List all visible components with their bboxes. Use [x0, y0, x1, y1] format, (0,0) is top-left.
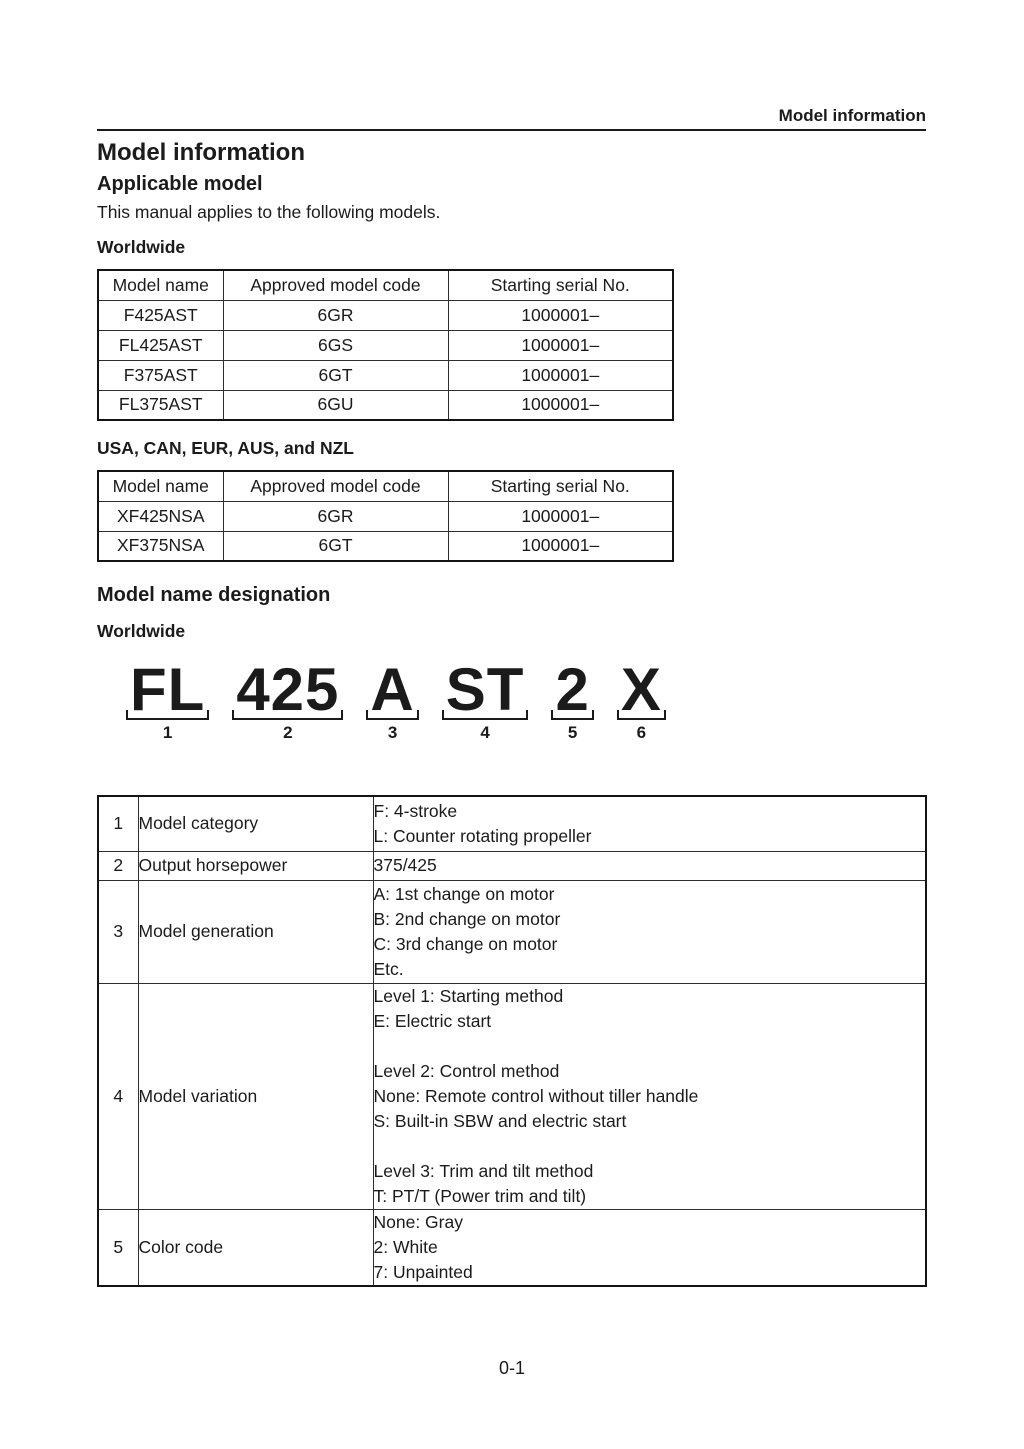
table-row: [98, 501, 673, 531]
designation-bracket: [551, 710, 593, 720]
cell-serial-no: 1000001–: [448, 501, 673, 531]
cell-model-name: FL425AST: [98, 330, 223, 360]
designation-number: 6: [636, 723, 647, 742]
cell-model-code: 6GT: [223, 360, 448, 390]
cell-model-name: F425AST: [98, 300, 223, 330]
legend-number-cell: 4: [98, 983, 138, 1209]
table-row: [98, 390, 673, 420]
designation-number: 2: [283, 723, 293, 742]
legend-value-cell: [373, 796, 926, 851]
legend-number-cell: 3: [98, 880, 138, 983]
value-line: B: 2nd change on motor: [373, 908, 561, 929]
cell-serial-no: 1000001–: [448, 360, 673, 390]
designation-text: 2: [555, 656, 590, 723]
designation-group: [124, 656, 211, 743]
legend-label-cell: Model category: [138, 796, 373, 851]
legend-value-cell: [373, 983, 926, 1209]
value-line: Etc.: [373, 958, 404, 979]
designation-text: FL: [130, 656, 206, 723]
legend-row: [98, 983, 926, 1209]
designation-worldwide-label: Worldwide: [97, 621, 186, 641]
legend-row: [98, 796, 926, 851]
cell-serial-no: 1000001–: [448, 390, 673, 420]
designation-text: ST: [445, 656, 525, 723]
designation-group: [230, 656, 345, 743]
running-header: Model information: [778, 106, 926, 125]
cell-serial-no: 1000001–: [448, 330, 673, 360]
table-row: [98, 300, 673, 330]
cell-model-code: 6GS: [223, 330, 448, 360]
legend-value-cell: [373, 880, 926, 983]
designation-number: 1: [162, 723, 173, 742]
designation-bracket: [617, 710, 666, 720]
intro-text: This manual applies to the following models.: [97, 202, 441, 222]
cell-model-name: FL375AST: [98, 390, 223, 420]
designation-number: 5: [567, 723, 578, 742]
legend-number-cell: 5: [98, 1209, 138, 1286]
value-line: C: 3rd change on motor: [373, 933, 558, 954]
page-number: 0-1: [498, 1358, 525, 1378]
header-serial-no: Starting serial No.: [448, 270, 673, 300]
legend-number-cell: 1: [98, 796, 138, 851]
header-serial-no: Starting serial No.: [448, 471, 673, 501]
regional-label: USA, CAN, EUR, AUS, and NZL: [97, 438, 354, 458]
cell-model-code: 6GT: [223, 531, 448, 561]
section-heading-model-name-designation: Model name designation: [97, 584, 331, 606]
cell-serial-no: 1000001–: [448, 531, 673, 561]
worldwide-label: Worldwide: [97, 237, 186, 257]
page-title: Model information: [97, 139, 305, 166]
model-name-designation: [124, 656, 668, 743]
designation-bracket: [366, 710, 418, 720]
value-line: None: Gray: [373, 1211, 463, 1232]
designation-number: 4: [480, 723, 490, 742]
worldwide-models-table: [97, 269, 674, 421]
legend-label-cell: Output horsepower: [138, 851, 373, 880]
designation-text: A: [370, 656, 415, 723]
section-heading-applicable-model: Applicable model: [97, 173, 263, 195]
legend-row: [98, 851, 926, 880]
legend-number-cell: 2: [98, 851, 138, 880]
designation-legend-table: [97, 795, 927, 1287]
table-row: [98, 330, 673, 360]
value-line: A: 1st change on motor: [373, 883, 555, 904]
header-model-code: Approved model code: [223, 471, 448, 501]
table-header-row: [98, 471, 673, 501]
legend-label-cell: Model generation: [138, 880, 373, 983]
designation-bracket: [232, 710, 343, 720]
regional-models-table: [97, 470, 674, 562]
header-model-name: Model name: [98, 471, 223, 501]
value-line: 2: White: [373, 1236, 438, 1257]
header-model-code: Approved model code: [223, 270, 448, 300]
header-model-name: Model name: [98, 270, 223, 300]
designation-group: [549, 656, 595, 743]
value-line: S: Built-in SBW and electric start: [373, 1110, 627, 1131]
cell-model-name: XF425NSA: [98, 501, 223, 531]
value-line: Level 2: Control method: [373, 1060, 560, 1081]
cell-model-name: F375AST: [98, 360, 223, 390]
value-line: 7: Unpainted: [373, 1261, 473, 1282]
table-header-row: [98, 270, 673, 300]
value-line: E: Electric start: [373, 1010, 492, 1031]
value-line: [374, 1134, 926, 1159]
header-rule: [97, 129, 926, 131]
legend-label-cell: Model variation: [138, 983, 373, 1209]
cell-model-code: 6GU: [223, 390, 448, 420]
cell-model-code: 6GR: [223, 300, 448, 330]
designation-bracket: [126, 710, 209, 720]
value-line: Level 3: Trim and tilt method: [373, 1160, 594, 1181]
value-line: T: PT/T (Power trim and tilt): [373, 1185, 587, 1206]
value-line: Level 1: Starting method: [373, 985, 564, 1006]
value-line: F: 4-stroke: [373, 800, 458, 821]
legend-value-cell: [373, 1209, 926, 1286]
designation-text: X: [620, 656, 662, 723]
value-line: L: Counter rotating propeller: [373, 825, 592, 846]
table-row: [98, 531, 673, 561]
value-line: [374, 1034, 926, 1059]
designation-text: 425: [236, 656, 340, 723]
cell-serial-no: 1000001–: [448, 300, 673, 330]
designation-number: 3: [387, 723, 398, 742]
cell-model-name: XF375NSA: [98, 531, 223, 561]
designation-group: [364, 656, 420, 743]
designation-group: [615, 656, 668, 743]
value-line: 375/425: [373, 855, 437, 875]
legend-value-cell: [373, 851, 926, 880]
legend-label-cell: Color code: [138, 1209, 373, 1286]
cell-model-code: 6GR: [223, 501, 448, 531]
legend-row: [98, 1209, 926, 1286]
value-line: None: Remote control without tiller handle: [373, 1085, 699, 1106]
table-row: [98, 360, 673, 390]
designation-bracket: [442, 710, 529, 720]
legend-row: [98, 880, 926, 983]
designation-group: [440, 656, 531, 743]
